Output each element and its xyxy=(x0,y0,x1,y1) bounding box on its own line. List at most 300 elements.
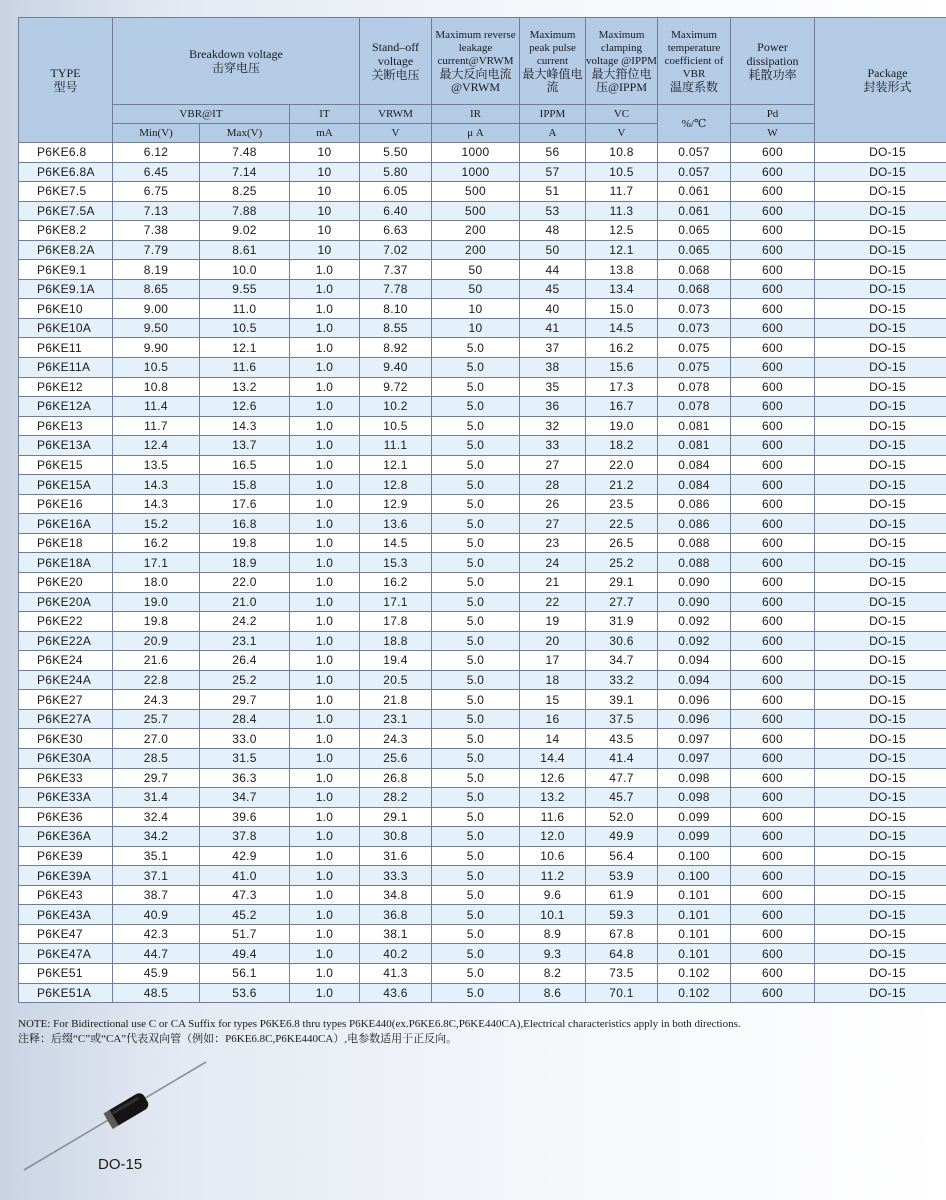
cell-vrwm: 13.6 xyxy=(360,514,432,534)
cell-ippm: 8.6 xyxy=(520,983,586,1003)
cell-it: 1.0 xyxy=(290,514,360,534)
cell-vc: 10.5 xyxy=(586,162,658,182)
cell-temp-coeff: 0.075 xyxy=(658,338,731,358)
cell-type: P6KE39A xyxy=(19,866,113,886)
cell-pd: 600 xyxy=(731,651,815,671)
cell-vc: 19.0 xyxy=(586,416,658,436)
cell-vbr-max: 28.4 xyxy=(200,709,290,729)
cell-package: DO-15 xyxy=(815,494,946,514)
cell-ippm: 27 xyxy=(520,514,586,534)
cell-package: DO-15 xyxy=(815,182,946,202)
cell-ir: 5.0 xyxy=(432,338,520,358)
cell-vc: 67.8 xyxy=(586,924,658,944)
cell-vbr-max: 17.6 xyxy=(200,494,290,514)
table-row xyxy=(19,533,946,553)
cell-pd: 600 xyxy=(731,631,815,651)
cell-vbr-max: 13.2 xyxy=(200,377,290,397)
table-row xyxy=(19,592,946,612)
cell-it: 1.0 xyxy=(290,475,360,495)
cell-vc: 14.5 xyxy=(586,318,658,338)
cell-vbr-max: 31.5 xyxy=(200,748,290,768)
cell-vc: 26.5 xyxy=(586,533,658,553)
cell-package: DO-15 xyxy=(815,631,946,651)
cell-vc: 33.2 xyxy=(586,670,658,690)
cell-it: 10 xyxy=(290,182,360,202)
cell-vbr-min: 11.4 xyxy=(113,397,200,417)
cell-type: P6KE36A xyxy=(19,827,113,847)
cell-it: 10 xyxy=(290,143,360,163)
cell-it: 1.0 xyxy=(290,788,360,808)
cell-package: DO-15 xyxy=(815,729,946,749)
cell-ir: 5.0 xyxy=(432,416,520,436)
cell-temp-coeff: 0.065 xyxy=(658,240,731,260)
vrwm-symbol: VRWM xyxy=(360,105,432,124)
table-row xyxy=(19,553,946,573)
cell-package: DO-15 xyxy=(815,143,946,163)
cell-ir: 5.0 xyxy=(432,768,520,788)
cell-it: 1.0 xyxy=(290,553,360,573)
cell-package: DO-15 xyxy=(815,885,946,905)
cell-vbr-min: 10.8 xyxy=(113,377,200,397)
cell-ippm: 37 xyxy=(520,338,586,358)
it-unit: mA xyxy=(290,124,360,143)
cell-pd: 600 xyxy=(731,475,815,495)
cell-ir: 5.0 xyxy=(432,709,520,729)
cell-type: P6KE20 xyxy=(19,573,113,593)
cell-it: 1.0 xyxy=(290,338,360,358)
cell-ir: 5.0 xyxy=(432,846,520,866)
cell-temp-coeff: 0.097 xyxy=(658,729,731,749)
cell-package: DO-15 xyxy=(815,963,946,983)
cell-temp-coeff: 0.096 xyxy=(658,690,731,710)
table-row xyxy=(19,279,946,299)
cell-it: 1.0 xyxy=(290,670,360,690)
table-row xyxy=(19,885,946,905)
cell-ir: 5.0 xyxy=(432,807,520,827)
cell-ippm: 17 xyxy=(520,651,586,671)
cell-vrwm: 23.1 xyxy=(360,709,432,729)
cell-ippm: 40 xyxy=(520,299,586,319)
cell-pd: 600 xyxy=(731,592,815,612)
cell-vrwm: 15.3 xyxy=(360,553,432,573)
cell-vbr-max: 14.3 xyxy=(200,416,290,436)
cell-temp-coeff: 0.100 xyxy=(658,846,731,866)
cell-vbr-max: 42.9 xyxy=(200,846,290,866)
cell-type: P6KE22 xyxy=(19,612,113,632)
cell-vrwm: 43.6 xyxy=(360,983,432,1003)
cell-temp-coeff: 0.081 xyxy=(658,436,731,456)
cell-vbr-min: 8.65 xyxy=(113,279,200,299)
cell-package: DO-15 xyxy=(815,533,946,553)
cell-vbr-max: 24.2 xyxy=(200,612,290,632)
cell-type: P6KE15 xyxy=(19,455,113,475)
note-chinese: 注释：后缀“C”或“CA”代表双向管（例如：P6KE6.8C,P6KE440CA）,电参数适用于正反向。 xyxy=(18,1033,458,1045)
cell-vbr-max: 29.7 xyxy=(200,690,290,710)
cell-pd: 600 xyxy=(731,612,815,632)
cell-vc: 34.7 xyxy=(586,651,658,671)
cell-vc: 47.7 xyxy=(586,768,658,788)
cell-type: P6KE16A xyxy=(19,514,113,534)
cell-vbr-max: 10.0 xyxy=(200,260,290,280)
cell-package: DO-15 xyxy=(815,651,946,671)
cell-it: 1.0 xyxy=(290,279,360,299)
cell-vbr-min: 20.9 xyxy=(113,631,200,651)
cell-vc: 61.9 xyxy=(586,885,658,905)
table-row xyxy=(19,768,946,788)
cell-type: P6KE30A xyxy=(19,748,113,768)
cell-type: P6KE51 xyxy=(19,963,113,983)
table-row xyxy=(19,983,946,1003)
cell-vbr-min: 16.2 xyxy=(113,533,200,553)
cell-vc: 39.1 xyxy=(586,690,658,710)
cell-ir: 5.0 xyxy=(432,553,520,573)
cell-vbr-min: 25.7 xyxy=(113,709,200,729)
cell-vrwm: 17.8 xyxy=(360,612,432,632)
spec-table xyxy=(18,17,946,1003)
cell-temp-coeff: 0.088 xyxy=(658,533,731,553)
cell-package: DO-15 xyxy=(815,475,946,495)
cell-type: P6KE6.8A xyxy=(19,162,113,182)
cell-ir: 5.0 xyxy=(432,631,520,651)
cell-ir: 5.0 xyxy=(432,573,520,593)
cell-vrwm: 31.6 xyxy=(360,846,432,866)
cell-pd: 600 xyxy=(731,533,815,553)
cell-it: 1.0 xyxy=(290,612,360,632)
cell-vbr-min: 34.2 xyxy=(113,827,200,847)
cell-vrwm: 33.3 xyxy=(360,866,432,886)
cell-pd: 600 xyxy=(731,553,815,573)
cell-vbr-min: 28.5 xyxy=(113,748,200,768)
cell-temp-coeff: 0.098 xyxy=(658,788,731,808)
ippm-unit: A xyxy=(520,124,586,143)
cell-type: P6KE39 xyxy=(19,846,113,866)
cell-vrwm: 16.2 xyxy=(360,573,432,593)
cell-vbr-max: 21.0 xyxy=(200,592,290,612)
cell-package: DO-15 xyxy=(815,260,946,280)
cell-it: 1.0 xyxy=(290,631,360,651)
cell-vbr-min: 27.0 xyxy=(113,729,200,749)
cell-vc: 21.2 xyxy=(586,475,658,495)
cell-vbr-max: 47.3 xyxy=(200,885,290,905)
cell-ir: 5.0 xyxy=(432,612,520,632)
cell-vbr-max: 19.8 xyxy=(200,533,290,553)
cell-vc: 43.5 xyxy=(586,729,658,749)
cell-pd: 600 xyxy=(731,690,815,710)
cell-package: DO-15 xyxy=(815,748,946,768)
cell-vrwm: 8.10 xyxy=(360,299,432,319)
cell-package: DO-15 xyxy=(815,690,946,710)
cell-vbr-min: 7.13 xyxy=(113,201,200,221)
cell-vrwm: 11.1 xyxy=(360,436,432,456)
cell-ippm: 33 xyxy=(520,436,586,456)
cell-ir: 200 xyxy=(432,221,520,241)
cell-type: P6KE9.1 xyxy=(19,260,113,280)
cell-vbr-max: 49.4 xyxy=(200,944,290,964)
table-row xyxy=(19,455,946,475)
cell-temp-coeff: 0.065 xyxy=(658,221,731,241)
cell-temp-coeff: 0.086 xyxy=(658,514,731,534)
cell-vbr-max: 10.5 xyxy=(200,318,290,338)
cell-vrwm: 7.02 xyxy=(360,240,432,260)
cell-vbr-min: 7.38 xyxy=(113,221,200,241)
cell-vbr-max: 7.88 xyxy=(200,201,290,221)
cell-pd: 600 xyxy=(731,358,815,378)
table-row xyxy=(19,690,946,710)
cell-temp-coeff: 0.084 xyxy=(658,475,731,495)
cell-vc: 37.5 xyxy=(586,709,658,729)
power-dissipation-header: Power dissipation 耗散功率 xyxy=(731,18,815,105)
cell-vbr-max: 33.0 xyxy=(200,729,290,749)
cell-vc: 11.7 xyxy=(586,182,658,202)
cell-vrwm: 10.2 xyxy=(360,397,432,417)
cell-temp-coeff: 0.073 xyxy=(658,299,731,319)
cell-ir: 5.0 xyxy=(432,475,520,495)
cell-pd: 600 xyxy=(731,768,815,788)
cell-package: DO-15 xyxy=(815,455,946,475)
cell-vbr-min: 44.7 xyxy=(113,944,200,964)
cell-package: DO-15 xyxy=(815,279,946,299)
cell-vbr-min: 21.6 xyxy=(113,651,200,671)
cell-vc: 12.5 xyxy=(586,221,658,241)
cell-ippm: 41 xyxy=(520,318,586,338)
package-header: Package 封装形式 xyxy=(815,18,946,143)
cell-vc: 53.9 xyxy=(586,866,658,886)
cell-vrwm: 20.5 xyxy=(360,670,432,690)
cell-it: 1.0 xyxy=(290,846,360,866)
cell-vrwm: 9.72 xyxy=(360,377,432,397)
cell-type: P6KE7.5 xyxy=(19,182,113,202)
cell-vc: 12.1 xyxy=(586,240,658,260)
cell-temp-coeff: 0.086 xyxy=(658,494,731,514)
cell-package: DO-15 xyxy=(815,846,946,866)
cell-it: 10 xyxy=(290,221,360,241)
cell-ir: 50 xyxy=(432,279,520,299)
cell-it: 1.0 xyxy=(290,866,360,886)
cell-ippm: 18 xyxy=(520,670,586,690)
cell-ir: 5.0 xyxy=(432,827,520,847)
cell-vrwm: 28.2 xyxy=(360,788,432,808)
cell-vrwm: 12.8 xyxy=(360,475,432,495)
cell-ippm: 22 xyxy=(520,592,586,612)
cell-ir: 5.0 xyxy=(432,944,520,964)
cell-temp-coeff: 0.084 xyxy=(658,455,731,475)
cell-vbr-max: 23.1 xyxy=(200,631,290,651)
cell-temp-coeff: 0.075 xyxy=(658,358,731,378)
cell-temp-coeff: 0.100 xyxy=(658,866,731,886)
cell-vbr-min: 19.0 xyxy=(113,592,200,612)
cell-temp-coeff: 0.092 xyxy=(658,631,731,651)
cell-type: P6KE8.2A xyxy=(19,240,113,260)
cell-vc: 56.4 xyxy=(586,846,658,866)
cell-temp-coeff: 0.101 xyxy=(658,885,731,905)
clamping-voltage-header: Maximum clamping voltage @IPPM 最大箝位电压@IPPM xyxy=(586,18,658,105)
cell-pd: 600 xyxy=(731,827,815,847)
type-header: TYPE 型号 xyxy=(19,18,113,143)
cell-ir: 5.0 xyxy=(432,533,520,553)
table-row xyxy=(19,807,946,827)
cell-vbr-min: 35.1 xyxy=(113,846,200,866)
cell-vbr-max: 15.8 xyxy=(200,475,290,495)
cell-pd: 600 xyxy=(731,397,815,417)
cell-vbr-max: 11.0 xyxy=(200,299,290,319)
cell-it: 1.0 xyxy=(290,690,360,710)
cell-pd: 600 xyxy=(731,514,815,534)
cell-vc: 13.4 xyxy=(586,279,658,299)
cell-ir: 1000 xyxy=(432,143,520,163)
cell-package: DO-15 xyxy=(815,924,946,944)
cell-vc: 41.4 xyxy=(586,748,658,768)
cell-vc: 49.9 xyxy=(586,827,658,847)
cell-vbr-max: 18.9 xyxy=(200,553,290,573)
cell-vc: 22.5 xyxy=(586,514,658,534)
cell-ippm: 38 xyxy=(520,358,586,378)
cell-vc: 15.6 xyxy=(586,358,658,378)
table-row xyxy=(19,143,946,163)
cell-type: P6KE22A xyxy=(19,631,113,651)
cell-ippm: 26 xyxy=(520,494,586,514)
vc-symbol: VC xyxy=(586,105,658,124)
cell-it: 1.0 xyxy=(290,318,360,338)
cell-package: DO-15 xyxy=(815,358,946,378)
table-row xyxy=(19,573,946,593)
cell-temp-coeff: 0.096 xyxy=(658,709,731,729)
cell-it: 10 xyxy=(290,162,360,182)
cell-temp-coeff: 0.101 xyxy=(658,924,731,944)
table-row xyxy=(19,709,946,729)
table-row xyxy=(19,788,946,808)
cell-vbr-min: 18.0 xyxy=(113,573,200,593)
cell-type: P6KE51A xyxy=(19,983,113,1003)
cell-temp-coeff: 0.099 xyxy=(658,827,731,847)
table-row xyxy=(19,299,946,319)
cell-ippm: 14.4 xyxy=(520,748,586,768)
ir-unit: μ A xyxy=(432,124,520,143)
cell-ippm: 8.2 xyxy=(520,963,586,983)
cell-vbr-min: 9.00 xyxy=(113,299,200,319)
cell-type: P6KE13 xyxy=(19,416,113,436)
cell-type: P6KE33A xyxy=(19,788,113,808)
cell-pd: 600 xyxy=(731,240,815,260)
cell-vrwm: 9.40 xyxy=(360,358,432,378)
cell-ippm: 51 xyxy=(520,182,586,202)
cell-vc: 13.8 xyxy=(586,260,658,280)
cell-vrwm: 41.3 xyxy=(360,963,432,983)
cell-vbr-min: 15.2 xyxy=(113,514,200,534)
cell-ippm: 23 xyxy=(520,533,586,553)
spec-table-body xyxy=(19,143,946,1003)
cell-package: DO-15 xyxy=(815,338,946,358)
table-row xyxy=(19,748,946,768)
peak-pulse-current-header: Maximum peak pulse current 最大峰值电流 xyxy=(520,18,586,105)
cell-pd: 600 xyxy=(731,573,815,593)
cell-temp-coeff: 0.090 xyxy=(658,592,731,612)
cell-vbr-min: 22.8 xyxy=(113,670,200,690)
cell-pd: 600 xyxy=(731,436,815,456)
cell-vc: 52.0 xyxy=(586,807,658,827)
cell-type: P6KE16 xyxy=(19,494,113,514)
cell-ippm: 44 xyxy=(520,260,586,280)
cell-vbr-max: 51.7 xyxy=(200,924,290,944)
cell-type: P6KE18A xyxy=(19,553,113,573)
cell-pd: 600 xyxy=(731,143,815,163)
cell-pd: 600 xyxy=(731,455,815,475)
pd-unit: W xyxy=(731,124,815,143)
cell-vrwm: 19.4 xyxy=(360,651,432,671)
cell-pd: 600 xyxy=(731,983,815,1003)
cell-package: DO-15 xyxy=(815,827,946,847)
note xyxy=(18,1017,933,1047)
cell-vc: 23.5 xyxy=(586,494,658,514)
cell-ippm: 36 xyxy=(520,397,586,417)
cell-vbr-min: 32.4 xyxy=(113,807,200,827)
cell-temp-coeff: 0.094 xyxy=(658,651,731,671)
cell-temp-coeff: 0.078 xyxy=(658,397,731,417)
cell-ir: 5.0 xyxy=(432,924,520,944)
cell-type: P6KE36 xyxy=(19,807,113,827)
cell-vbr-min: 13.5 xyxy=(113,455,200,475)
cell-ippm: 20 xyxy=(520,631,586,651)
cell-type: P6KE47A xyxy=(19,944,113,964)
cell-it: 1.0 xyxy=(290,709,360,729)
cell-temp-coeff: 0.102 xyxy=(658,963,731,983)
cell-vbr-min: 6.12 xyxy=(113,143,200,163)
cell-ippm: 27 xyxy=(520,455,586,475)
cell-vbr-max: 13.7 xyxy=(200,436,290,456)
vbr-symbol: VBR@IT xyxy=(113,105,290,124)
cell-vbr-min: 17.1 xyxy=(113,553,200,573)
cell-vc: 73.5 xyxy=(586,963,658,983)
cell-pd: 600 xyxy=(731,924,815,944)
table-row xyxy=(19,631,946,651)
cell-vc: 64.8 xyxy=(586,944,658,964)
cell-package: DO-15 xyxy=(815,592,946,612)
cell-vbr-min: 40.9 xyxy=(113,905,200,925)
cell-type: P6KE18 xyxy=(19,533,113,553)
table-row xyxy=(19,846,946,866)
table-row xyxy=(19,612,946,632)
vc-unit: V xyxy=(586,124,658,143)
cell-package: DO-15 xyxy=(815,221,946,241)
cell-vc: 70.1 xyxy=(586,983,658,1003)
table-row xyxy=(19,475,946,495)
cell-vbr-min: 14.3 xyxy=(113,475,200,495)
cell-ippm: 45 xyxy=(520,279,586,299)
cell-vbr-min: 9.90 xyxy=(113,338,200,358)
cell-vbr-max: 53.6 xyxy=(200,983,290,1003)
cell-vrwm: 5.80 xyxy=(360,162,432,182)
cell-package: DO-15 xyxy=(815,709,946,729)
cell-ir: 5.0 xyxy=(432,885,520,905)
cell-ir: 5.0 xyxy=(432,690,520,710)
table-row xyxy=(19,338,946,358)
cell-package: DO-15 xyxy=(815,944,946,964)
cell-package: DO-15 xyxy=(815,788,946,808)
cell-vbr-max: 34.7 xyxy=(200,788,290,808)
table-row xyxy=(19,670,946,690)
cell-vbr-min: 14.3 xyxy=(113,494,200,514)
cell-vrwm: 6.63 xyxy=(360,221,432,241)
cell-vc: 27.7 xyxy=(586,592,658,612)
cell-it: 1.0 xyxy=(290,397,360,417)
cell-type: P6KE30 xyxy=(19,729,113,749)
cell-it: 1.0 xyxy=(290,592,360,612)
cell-package: DO-15 xyxy=(815,201,946,221)
cell-vbr-min: 42.3 xyxy=(113,924,200,944)
cell-vrwm: 24.3 xyxy=(360,729,432,749)
cell-ippm: 9.3 xyxy=(520,944,586,964)
cell-it: 1.0 xyxy=(290,533,360,553)
cell-ir: 5.0 xyxy=(432,670,520,690)
